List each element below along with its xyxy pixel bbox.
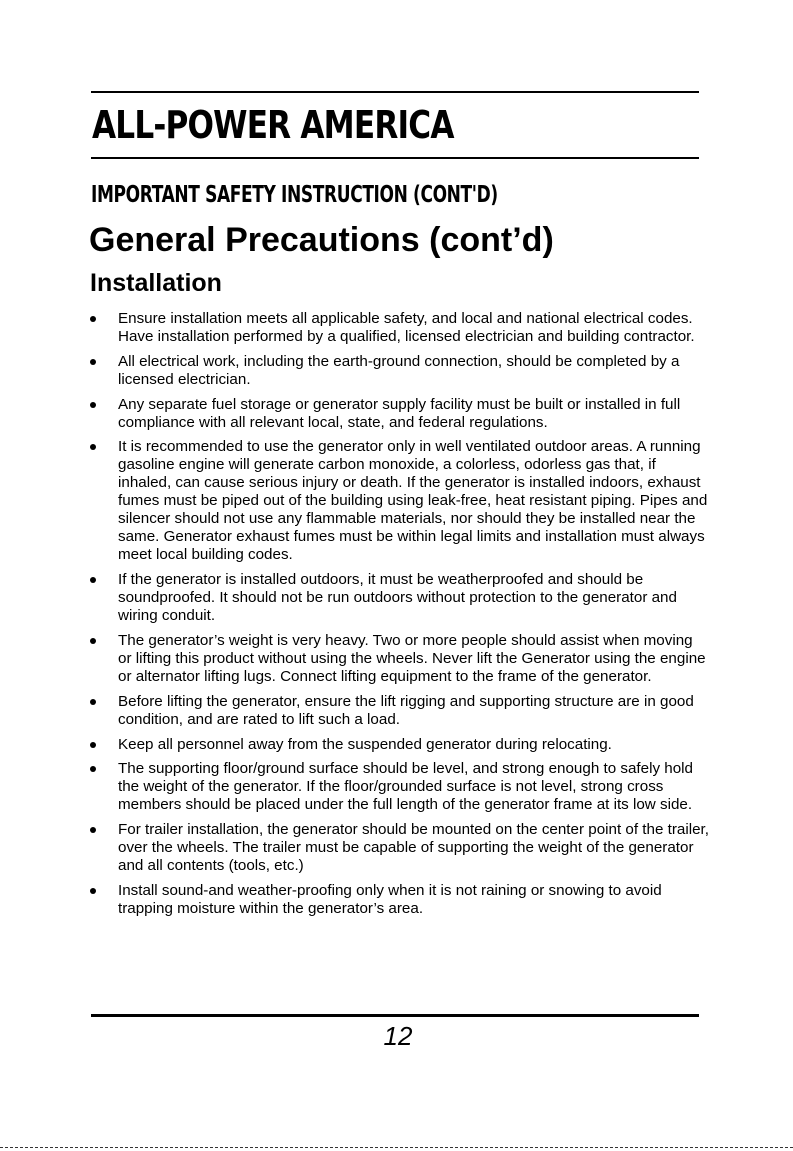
list-item-text: If the generator is installed outdoors, it must be weatherproofed and should be soundproofed. It should not be run outdoors without protection to the generator and wiring conduit. <box>118 571 677 625</box>
list-item-text: Any separate fuel storage or generator supply facility must be built or installed in full compliance with all relevant local, state, and federal regulations. <box>118 395 681 431</box>
list-item-text: All electrical work, including the earth-ground connection, should be completed by a licensed electrician. <box>118 352 680 388</box>
list-item-text: The generator’s weight is very heavy. Two or more people should assist when moving or lifting this product without using the wheels. Never lift the Generator using the engine or alternator lifting lugs. Connect lifting equipment to the frame of the generator. <box>118 631 706 685</box>
bullet-icon <box>90 638 96 644</box>
list-item-text: Ensure installation meets all applicable safety, and local and national electrical codes. Have installation performed by a qualified, licensed electrician and building contractor. <box>118 310 695 345</box>
list-item <box>90 760 710 814</box>
header-top-rule <box>91 91 699 93</box>
section-heading: IMPORTANT SAFETY INSTRUCTION (CONT'D) <box>91 182 498 208</box>
bullet-icon <box>90 699 96 705</box>
scan-edge-line <box>0 1147 793 1148</box>
list-item <box>90 882 710 918</box>
list-item-text: Install sound-and weather-proofing only when it is not raining or snowing to avoid trapping moisture within the generator’s area. <box>118 881 662 917</box>
list-item <box>90 438 710 564</box>
list-item <box>90 353 710 389</box>
footer-rule <box>91 1014 699 1017</box>
bullet-icon <box>90 316 96 322</box>
page-number: 12 <box>383 1021 413 1051</box>
list-item <box>90 693 710 729</box>
list-item-text: Keep all personnel away from the suspended generator during relocating. <box>118 735 612 753</box>
bullet-icon <box>90 402 96 408</box>
bullet-icon <box>90 827 96 833</box>
list-item <box>90 632 710 686</box>
list-item <box>90 736 710 754</box>
list-item <box>90 396 710 432</box>
bullet-icon <box>90 766 96 772</box>
list-item-text: The supporting floor/ground surface should be level, and strong enough to safely hold the weight of the generator. If the floor/grounded surface is not level, strong cross members should be placed under the full length of the generator frame at its low side. <box>118 760 693 814</box>
brand-logo-text: ALL-POWER AMERICA <box>92 103 454 147</box>
list-item <box>90 310 710 346</box>
list-item-text: It is recommended to use the generator only in well ventilated outdoor areas. A running gasoline engine will generate carbon monoxide, a colorless, odorless gas that, if inhaled, can cause serious injury or death. If the generator is installed indoors, exhaust fumes must be piped out of the building using leak-free, heat resistant piping. Pipes and silencer should not use any flammable materials, nor should they be installed near the same. Generator exhaust fumes must be within legal limits and installation must always meet local building codes. <box>118 438 708 564</box>
header-bottom-rule <box>91 157 699 159</box>
list-item-text: Before lifting the generator, ensure the lift rigging and supporting structure are in good condition, and are rated to lift such a load. <box>118 692 694 728</box>
bullet-icon <box>90 359 96 365</box>
list-item <box>90 571 710 625</box>
subsection-title: Installation <box>90 269 222 297</box>
bullet-icon <box>90 888 96 894</box>
precaution-list <box>90 310 710 925</box>
list-item <box>90 821 710 875</box>
list-item-text: For trailer installation, the generator should be mounted on the center point of the trailer, over the wheels. The trailer must be capable of supporting the weight of the generator and all contents (tools, etc.) <box>118 821 709 875</box>
page-title: General Precautions (cont’d) <box>89 221 554 259</box>
bullet-icon <box>90 577 96 583</box>
bullet-icon <box>90 742 96 748</box>
bullet-icon <box>90 444 96 450</box>
